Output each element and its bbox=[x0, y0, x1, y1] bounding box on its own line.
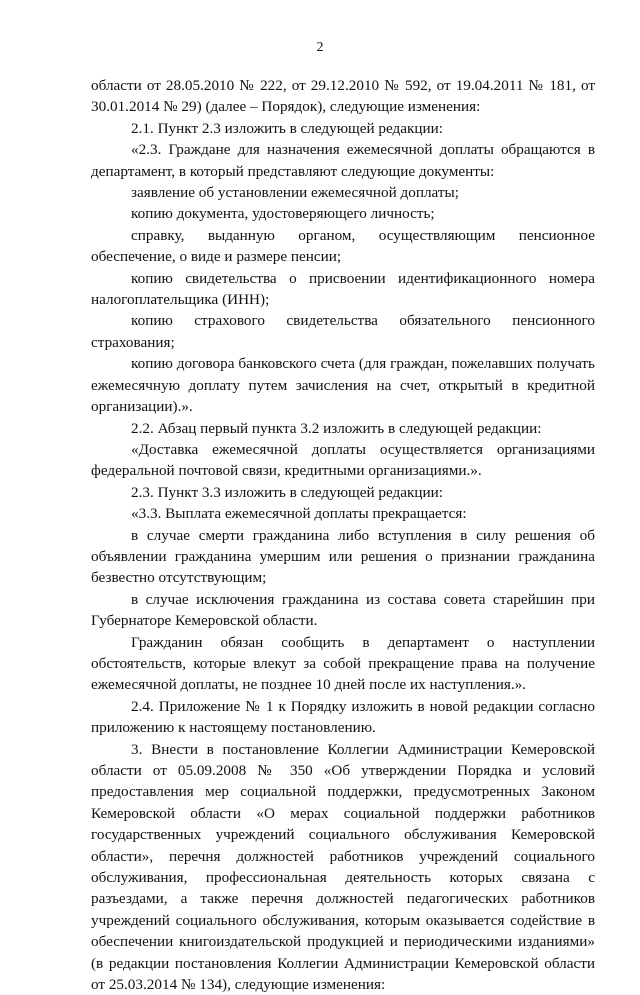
paragraph-3: «2.3. Граждане для назначения ежемесячной доплаты обращаются в департамент, в который представляют следующие документы: bbox=[91, 141, 595, 180]
paragraph-16: Гражданин обязан сообщить в департамент о наступлении обстоятельств, которые влекут за собой прекращение права на получение ежемесячной доплаты, не позднее 10 дней после их наступления.». bbox=[91, 633, 595, 694]
paragraph-11: «Доставка ежемесячной доплаты осуществляется организациями федеральной почтовой связи, кредитными организациями.». bbox=[91, 440, 595, 480]
paragraph-10: 2.2. Абзац первый пункта 3.2 изложить в следующей редакции: bbox=[131, 419, 542, 437]
paragraph-18: 3. Внести в постановление Коллегии Администрации Кемеровской области от 05.09.2008 № 350 «Об утверждении Порядка и условий предоставления мер социальной поддержки, предусмотренных Законом Кемеровской области «О мерах социальной поддержки работников государственных учреждений социального обслуживания Кемеровской области», перечня должностей работников учреждений социального обслуживания, профессиональная деятельность которых связана с разъездами, а также перечня должностей педагогических работников учреждений социального обслуживания, которым оказывается содействие в обеспечении книгоиздательской продукцией и периодическими изданиями» (в редакции постановления Коллегии Администрации Кемеровской области от 25.03.2014 № 134), следующие изменения: bbox=[91, 740, 595, 994]
document-body bbox=[91, 75, 595, 995]
paragraph-9: копию договора банковского счета (для граждан, пожелавших получать ежемесячную доплату путем зачисления на счет, открытый в кредитной организации).». bbox=[91, 355, 595, 416]
paragraph-15: в случае исключения гражданина из состава совета старейшин при Губернаторе Кемеровской области. bbox=[91, 590, 595, 630]
paragraph-2: 2.1. Пункт 2.3 изложить в следующей редакции: bbox=[131, 119, 444, 137]
paragraph-8: копию страхового свидетельства обязательного пенсионного страхования; bbox=[91, 312, 595, 351]
paragraph-1: области от 28.05.2010 № 222, от 29.12.2010 № 592, от 19.04.2011 № 181, от 30.01.2014 № 29) (далее – Порядок), следующие изменения: bbox=[91, 77, 595, 116]
paragraph-17: 2.4. Приложение № 1 к Порядку изложить в новой редакции согласно приложению к настоящему постановлению. bbox=[91, 697, 595, 737]
paragraph-13: «3.3. Выплата ежемесячной доплаты прекращается: bbox=[131, 505, 467, 523]
paragraph-12: 2.3. Пункт 3.3 изложить в следующей редакции: bbox=[131, 483, 444, 501]
paragraph-5: копию документа, удостоверяющего личность; bbox=[131, 205, 435, 223]
paragraph-7: копию свидетельства о присвоении идентификационного номера налогоплательщика (ИНН); bbox=[91, 269, 595, 309]
paragraph-14: в случае смерти гражданина либо вступления в силу решения об объявлении гражданина умершим или решения о признании гражданина безвестно отсутствующим; bbox=[91, 526, 595, 587]
page-number: 2 bbox=[316, 40, 324, 55]
paragraph-6: справку, выданную органом, осуществляющим пенсионное обеспечение, о виде и размере пенсии; bbox=[91, 226, 595, 266]
paragraph-4: заявление об установлении ежемесячной доплаты; bbox=[131, 184, 459, 202]
